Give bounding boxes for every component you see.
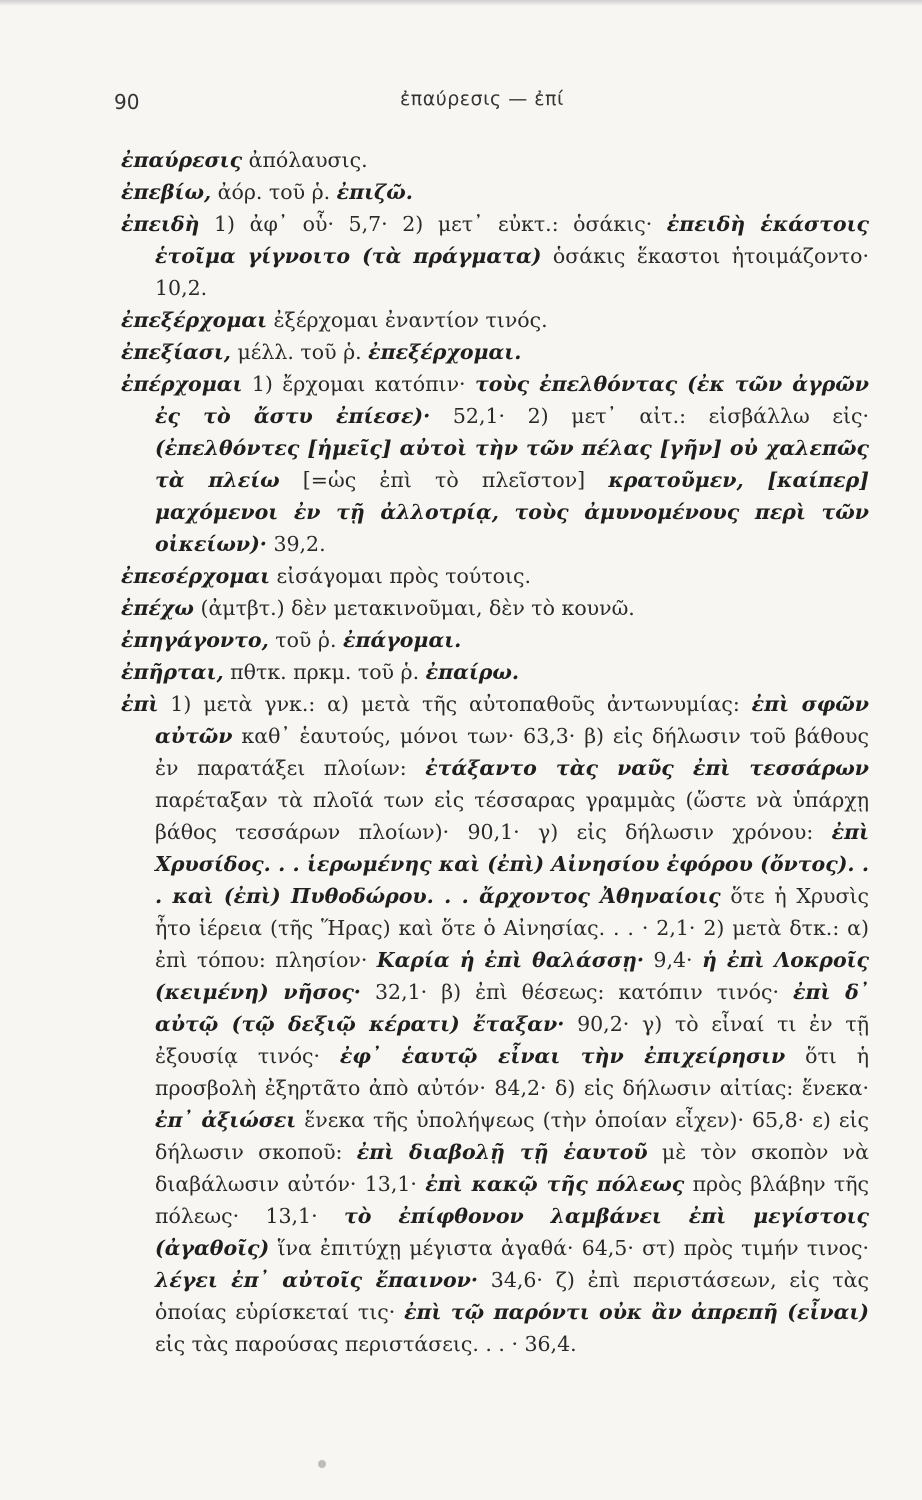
headword-or-quote: ἐπεξέρχομαι: [121, 308, 268, 332]
definition-text: 32,1· β) ἐπὶ θέσεως: κατόπιν τινός·: [360, 980, 794, 1004]
headword-or-quote: τοὺς ἐπελθόντας (ἐκ τῶν ἀγρῶν ἐς τὸ ἄστυ ἐπίεσε)·: [155, 372, 869, 428]
definition-text: 34,6· ζ) ἐπὶ περιστάσεων, εἰς τὰς ὁποίας εὑρίσκεταί τις·: [155, 1268, 870, 1324]
dictionary-entry: [121, 624, 869, 656]
definition-text: 1) μετὰ γνκ.: α) μετὰ τῆς αὐτοπαθοῦς ἀντωνυμίας:: [158, 692, 752, 716]
ink-speck: [318, 1460, 326, 1468]
headword-or-quote: ἐπαίρω.: [425, 660, 520, 684]
headword-or-quote: ἐπαύρεσις: [121, 148, 243, 172]
headword-or-quote: ἐπειδὴ ἑκάστοις ἑτοῖμα γίγνοιτο (τὰ πράγματα): [155, 212, 869, 268]
dictionary-entry: [121, 176, 869, 208]
definition-text: ὅτι ἡ προσβολὴ ἐξηρτᾶτο ἀπὸ αὐτόν· 84,2· δ) εἰς δήλωσιν αἰτίας: ἕνεκα·: [155, 1044, 869, 1100]
headword-or-quote: ἐπ᾽ ἀξιώσει: [155, 1108, 297, 1132]
page-header: [0, 82, 922, 122]
headword-or-quote: ἐπεξίασι,: [121, 340, 231, 364]
headword-or-quote: (ἐπελθόντες [ἡμεῖς] αὐτοὶ τὴν τῶν πέλας [γῆν] οὐ χαλεπῶς τὰ πλείω: [155, 436, 869, 492]
headword-or-quote: ἐπὶ κακῷ τῆς πόλεως: [425, 1172, 685, 1196]
headword-or-quote: ἐπῆρται,: [121, 660, 224, 684]
definition-text: πθτκ. πρκμ. τοῦ ῥ.: [223, 660, 426, 684]
headword-or-quote: ἐπὶ τῷ παρόντι οὐκ ἂν ἀπρεπῆ (εἶναι): [404, 1300, 869, 1324]
headword-or-quote: ἐπὶ δ᾽ αὐτῷ (τῷ δεξιῷ κέρατι) ἔταξαν·: [155, 980, 869, 1036]
definition-text: εἰς τὰς παρούσας περιστάσεις. . . · 36,4.: [155, 1332, 577, 1356]
definition-text: τοῦ ῥ.: [268, 628, 343, 652]
dictionary-entry: [121, 208, 869, 304]
headword-or-quote: κρατοῦμεν, [καίπερ] μαχόμενοι ἐν τῇ ἀλλοτρίᾳ, τοὺς ἀμυνομένους περὶ τῶν οἰκείων)·: [155, 468, 869, 556]
definition-text: παρέταξαν τὰ πλοῖά των εἰς τέσσαρας γραμμὰς (ὥστε νὰ ὑπάρχῃ βάθος τεσσάρων πλοίων)· 90,1· γ) εἰς δήλωσιν χρόνου:: [155, 788, 869, 844]
headword-or-quote: ἐπιζῶ.: [336, 180, 413, 204]
definition-text: 9,4·: [644, 948, 702, 972]
running-head: ἐπαύρεσις — ἐπί: [400, 88, 564, 110]
dictionary-entry: [121, 560, 869, 592]
definition-text: εἰσάγομαι πρὸς τούτοις.: [270, 564, 532, 588]
definition-text: μὲ τὸν σκοπὸν νὰ διαβάλωσιν αὐτόν· 13,1·: [155, 1140, 869, 1196]
definition-text: ἀόρ. τοῦ ῥ.: [211, 180, 337, 204]
headword-or-quote: τὸ ἐπίφθονον λαμβάνει ἐπὶ μεγίστοις (ἀγαθοῖς): [155, 1204, 869, 1260]
dictionary-entry: [121, 368, 869, 560]
headword-or-quote: Καρία ἡ ἐπὶ θαλάσσῃ·: [376, 948, 644, 972]
definition-text: καθ᾽ ἑαυτούς, μόνοι των· 63,3· β) εἰς δήλωσιν τοῦ βάθους ἐν παρατάξει πλοίων:: [155, 724, 869, 780]
headword-or-quote: λέγει ἐπ᾽ αὐτοῖς ἔπαινον·: [155, 1268, 478, 1292]
page-top-edge: [0, 0, 922, 6]
headword-or-quote: ἐπὶ: [121, 692, 159, 716]
dictionary-entry: [121, 304, 869, 336]
definition-text: 52,1· 2) μετ᾽ αἰτ.: εἰσβάλλω εἰς·: [430, 404, 869, 428]
headword-or-quote: ἐπεξέρχομαι.: [368, 340, 522, 364]
definition-text: ἐξέρχομαι ἐναντίον τινός.: [267, 308, 548, 332]
definition-text: ἕνεκα τῆς ὑπολήψεως (τὴν ὁποίαν εἶχεν)· 65,8· ε) εἰς δήλωσιν σκοποῦ:: [155, 1108, 869, 1164]
definition-text: ὁσάκις ἕκαστοι ἡτοιμάζοντο· 10,2.: [155, 244, 870, 300]
headword-or-quote: ἐπηγάγοντο,: [121, 628, 269, 652]
headword-or-quote: ἐπὶ σφῶν αὐτῶν: [155, 692, 869, 748]
dictionary-entry: [121, 144, 869, 176]
definition-text: πρὸς βλάβην τῆς πόλεως· 13,1·: [155, 1172, 869, 1228]
headword-or-quote: ἐπάγομαι.: [342, 628, 462, 652]
definition-text: (ἀμτβτ.) δὲν μετακινοῦμαι, δὲν τὸ κουνῶ.: [193, 596, 635, 620]
definition-text: 90,2· γ) τὸ εἶναί τι ἐν τῇ ἐξουσίᾳ τινός·: [155, 1012, 869, 1068]
dictionary-text: [121, 144, 869, 1360]
headword-or-quote: ἐπέχω: [121, 596, 194, 620]
headword-or-quote: ἐπέρχομαι: [121, 372, 243, 396]
headword-or-quote: ἐπειδὴ: [121, 212, 200, 236]
headword-or-quote: ἐτάξαντο τὰς ναῦς ἐπὶ τεσσάρων: [425, 756, 870, 780]
headword-or-quote: ἐφ᾽ ἑαυτῷ εἶναι τὴν ἐπιχείρησιν: [339, 1044, 786, 1068]
definition-text: 1) ἀφ᾽ οὗ· 5,7· 2) μετ᾽ εὐκτ.: ὁσάκις·: [199, 212, 667, 236]
definition-text: ἀπόλαυσις.: [242, 148, 368, 172]
headword-or-quote: ἡ ἐπὶ Λοκροῖς (κειμένη) νῆσος·: [155, 948, 870, 1004]
dictionary-entry: [121, 688, 869, 1360]
definition-text: 39,2.: [266, 532, 326, 556]
headword-or-quote: ἐπὶ διαβολῇ τῇ ἑαυτοῦ: [356, 1140, 648, 1164]
definition-text: 1) ἔρχομαι κατόπιν·: [242, 372, 475, 396]
dictionary-entry: [121, 592, 869, 624]
definition-text: [=ὡς ἐπὶ τὸ πλεῖστον]: [279, 468, 609, 492]
headword-or-quote: ἐπεσέρχομαι: [121, 564, 270, 588]
definition-text: μέλλ. τοῦ ῥ.: [230, 340, 369, 364]
page-number: 90: [114, 90, 140, 114]
dictionary-entry: [121, 656, 869, 688]
definition-text: ἵνα ἐπιτύχῃ μέγιστα ἀγαθά· 64,5· στ) πρὸς τιμήν τινος·: [269, 1236, 869, 1260]
headword-or-quote: ἐπεβίω,: [121, 180, 212, 204]
headword-or-quote: ἐπὶ Χρυσίδος. . . ἱερωμένης καὶ (ἐπὶ) Αἰνησίου ἐφόρου (ὄντος). . . καὶ (ἐπὶ) Πυθοδώρου. . . ἄρχοντος Ἀθηναίοις: [155, 820, 869, 908]
definition-text: ὅτε ἡ Χρυσὶς ἦτο ἱέρεια (τῆς Ἥρας) καὶ ὅτε ὁ Αἰνησίας. . . · 2,1· 2) μετὰ δτκ.: α) ἐπὶ τόπου: πλησίον·: [155, 884, 869, 972]
dictionary-entry: [121, 336, 869, 368]
